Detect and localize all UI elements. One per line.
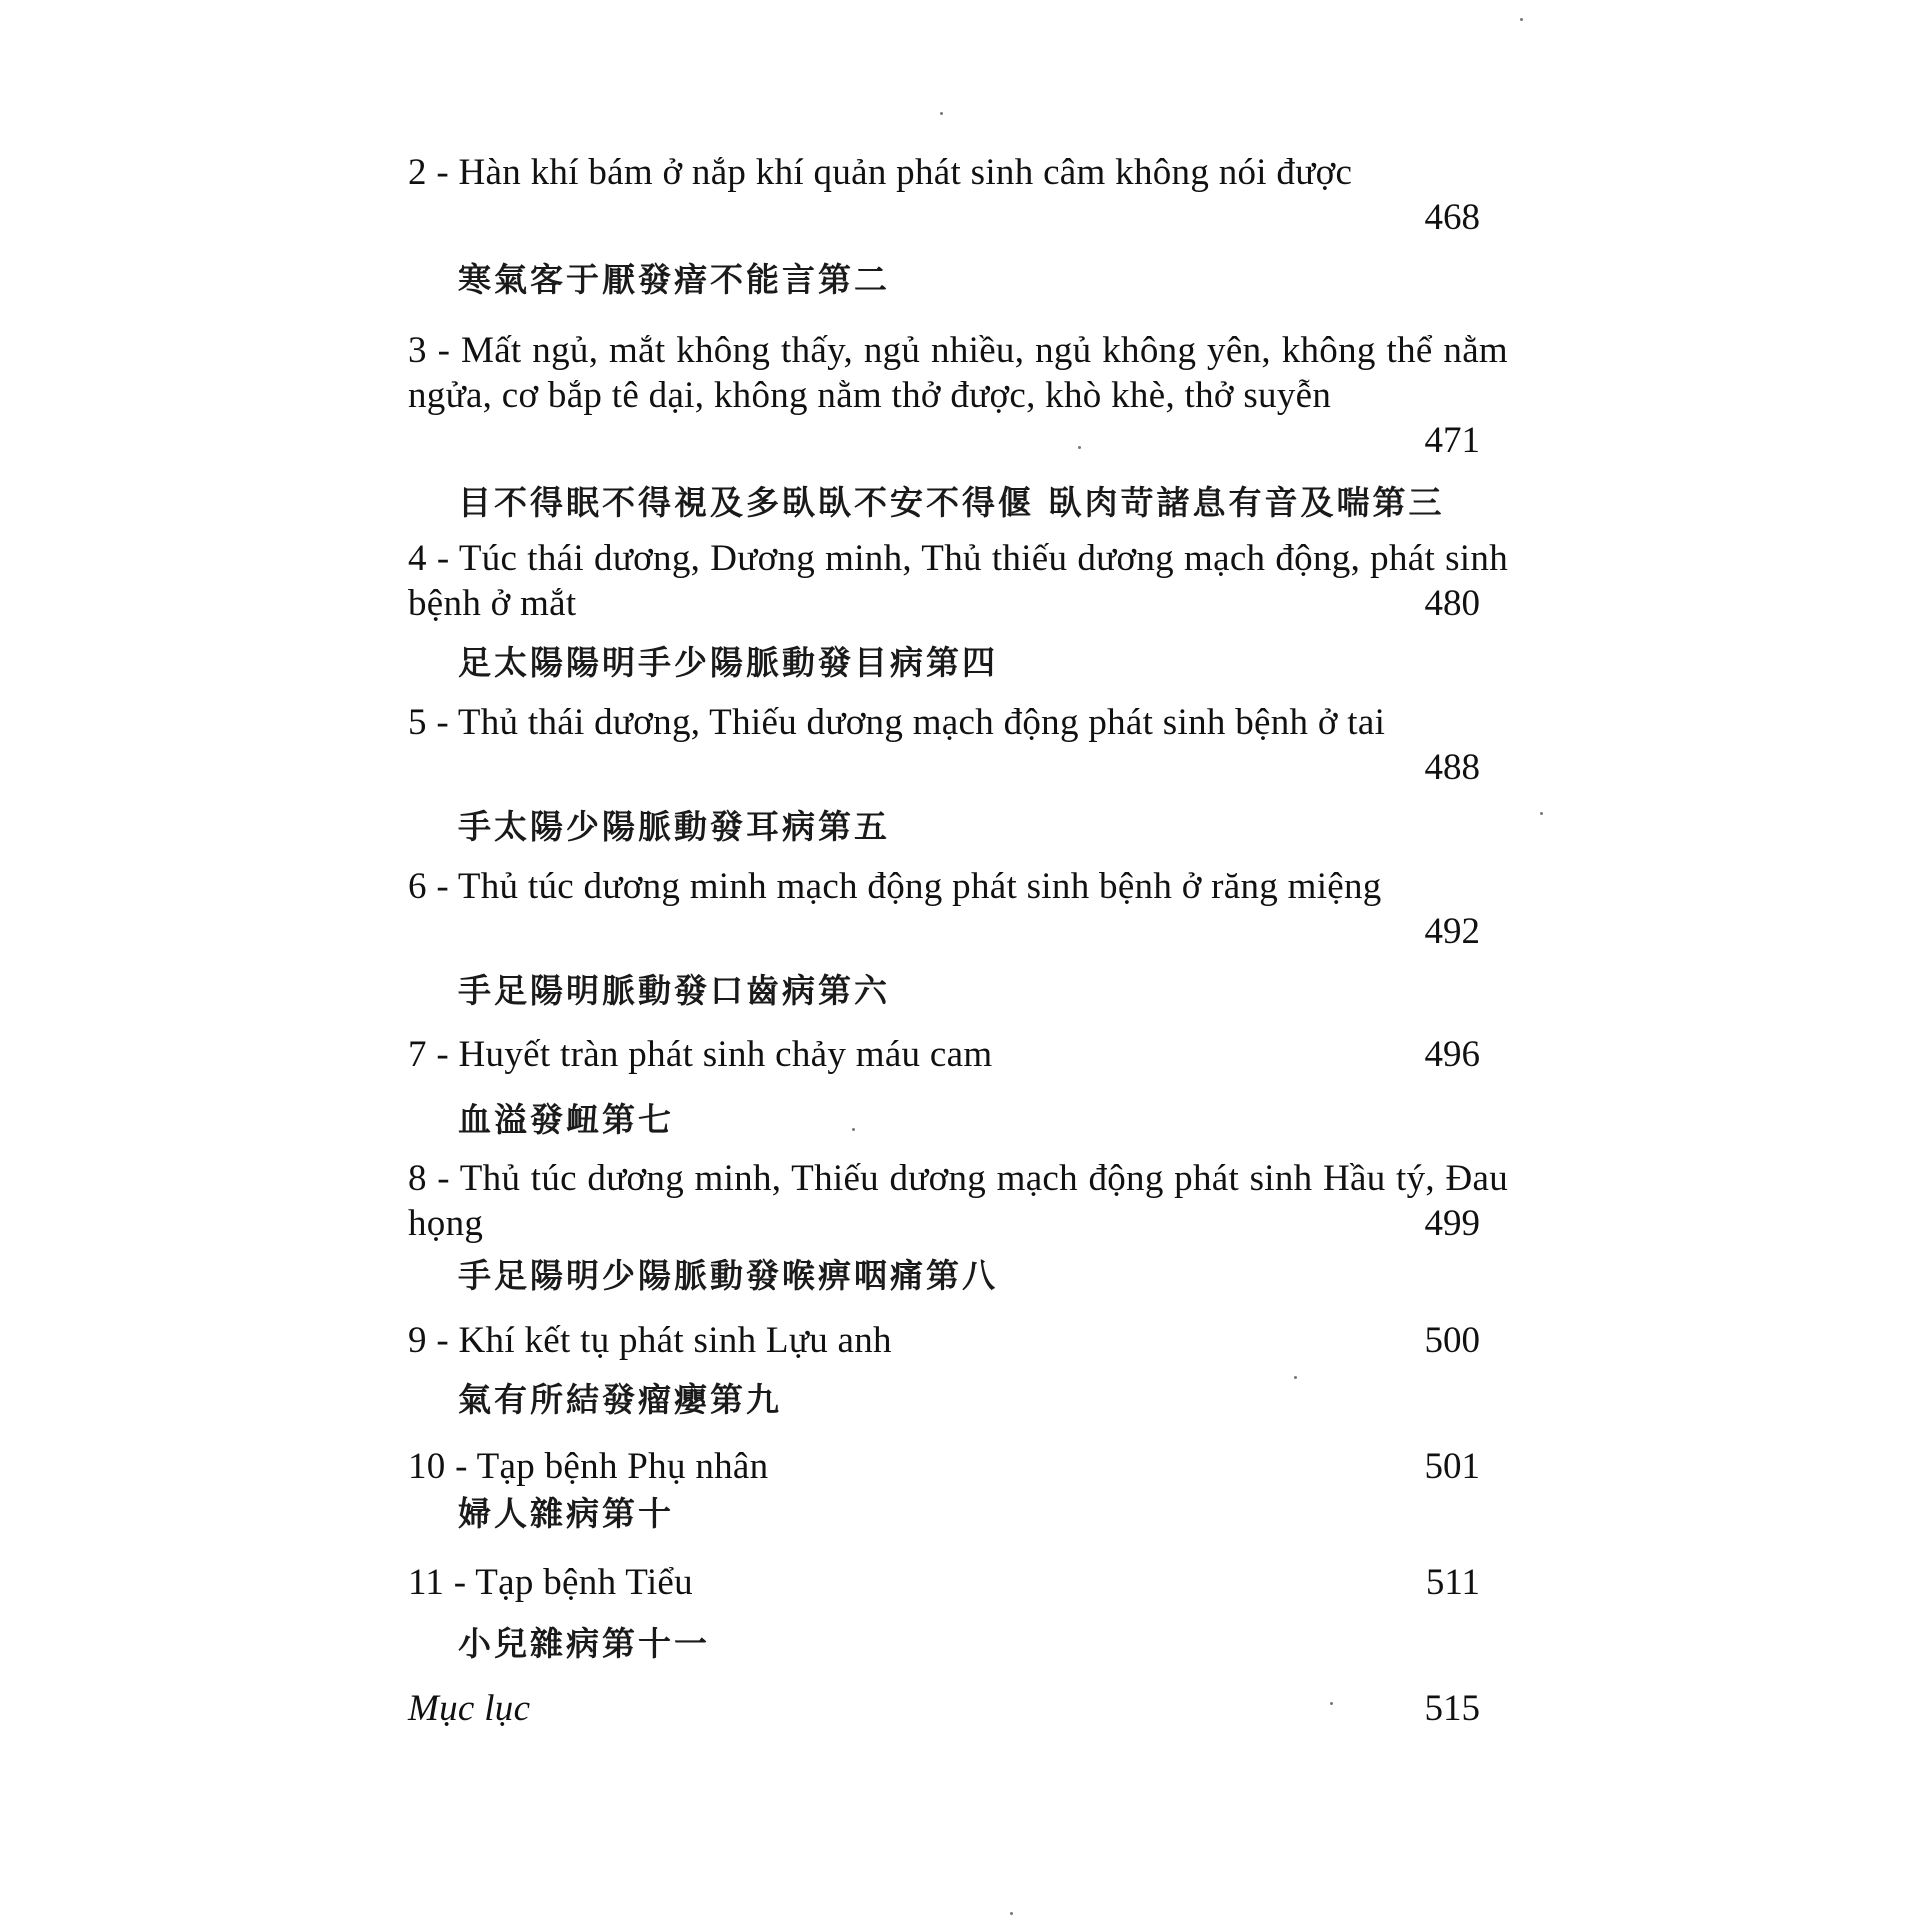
scan-speck xyxy=(1540,812,1543,815)
toc-entry-7 xyxy=(408,1032,1508,1139)
toc-entry-4 xyxy=(408,536,1508,682)
toc-entry-chinese: 目不得眠不得視及多臥臥不安不得偃 臥肉苛諸息有音及喘第三 xyxy=(458,483,1445,522)
toc-entry-2 xyxy=(408,150,1508,299)
toc-entry-title: 3 - Mất ngủ, mắt không thấy, ngủ nhiều, ngủ không yên, không thể nằm ngửa, cơ bắp tê dại, không nằm thở được, khò khè, thở suyễn xyxy=(408,330,1508,416)
toc-entry-title: 4 - Túc thái dương, Dương minh, Thủ thiếu dương mạch động, phát sinh bệnh ở mắt xyxy=(408,538,1508,624)
scan-speck xyxy=(852,1128,855,1131)
toc-entry-title: 7 - Huyết tràn phát sinh chảy máu cam xyxy=(408,1034,993,1075)
toc-entry-title: 5 - Thủ thái dương, Thiếu dương mạch động phát sinh bệnh ở tai xyxy=(408,702,1386,743)
toc-entry-title: 6 - Thủ túc dương minh mạch động phát sinh bệnh ở răng miệng xyxy=(408,866,1382,907)
toc-page-number: 471 xyxy=(1424,420,1480,461)
toc-entry-title: Mục lục xyxy=(408,1688,531,1729)
toc-page-number: 501 xyxy=(1424,1446,1480,1487)
toc-entry-11 xyxy=(408,1560,1508,1663)
toc-entry-title: 10 - Tạp bệnh Phụ nhân xyxy=(408,1446,769,1487)
toc-entry-title: 8 - Thủ túc dương minh, Thiếu dương mạch động phát sinh Hầu tý, Đau họng xyxy=(408,1158,1508,1244)
toc-entry-chinese: 足太陽陽明手少陽脈動發目病第四 xyxy=(458,643,998,682)
toc-page-number: 515 xyxy=(1424,1688,1480,1729)
toc-entry-chinese: 小兒雜病第十一 xyxy=(458,1624,710,1663)
toc-entry-chinese: 手足陽明少陽脈動發喉痹咽痛第八 xyxy=(458,1256,998,1295)
toc-page-number: 511 xyxy=(1425,1562,1480,1603)
scan-speck xyxy=(1520,18,1523,21)
toc-entry-title: 11 - Tạp bệnh Tiểu xyxy=(408,1562,693,1603)
toc-entry-chinese: 婦人雜病第十 xyxy=(458,1494,674,1533)
toc-page-number: 480 xyxy=(1424,583,1480,624)
toc-entry-chinese: 血溢發衄第七 xyxy=(458,1100,674,1139)
toc-entry-6 xyxy=(408,864,1508,1010)
toc-entry-title: 2 - Hàn khí bám ở nắp khí quản phát sinh câm không nói được xyxy=(408,152,1353,193)
toc-page-number: 468 xyxy=(1424,197,1480,238)
toc-entry-3 xyxy=(408,328,1508,522)
toc-entry-8 xyxy=(408,1156,1508,1295)
scan-speck xyxy=(1010,1912,1013,1915)
scan-speck xyxy=(940,112,943,115)
toc-page-number: 496 xyxy=(1424,1034,1480,1075)
toc-entry-chinese: 寒氣客于厭發瘖不能言第二 xyxy=(458,260,890,299)
scan-speck xyxy=(1078,446,1081,449)
toc-entry-title: 9 - Khí kết tụ phát sinh Lựu anh xyxy=(408,1320,892,1361)
scan-speck xyxy=(1294,1376,1297,1379)
toc-entry-9 xyxy=(408,1318,1508,1419)
toc-page-number: 499 xyxy=(1424,1203,1480,1244)
toc-entry-chinese: 手太陽少陽脈動發耳病第五 xyxy=(458,807,890,846)
toc-page-number: 488 xyxy=(1424,747,1480,788)
toc-entry-index xyxy=(408,1686,1508,1731)
toc-page-number: 500 xyxy=(1424,1320,1480,1361)
scan-speck xyxy=(1330,1702,1333,1705)
toc-entry-chinese: 氣有所結發瘤癭第九 xyxy=(458,1380,782,1419)
toc-page-number: 492 xyxy=(1424,911,1480,952)
toc-entry-5 xyxy=(408,700,1508,846)
toc-entry-chinese: 手足陽明脈動發口齒病第六 xyxy=(458,971,890,1010)
toc-entry-10 xyxy=(408,1444,1508,1533)
